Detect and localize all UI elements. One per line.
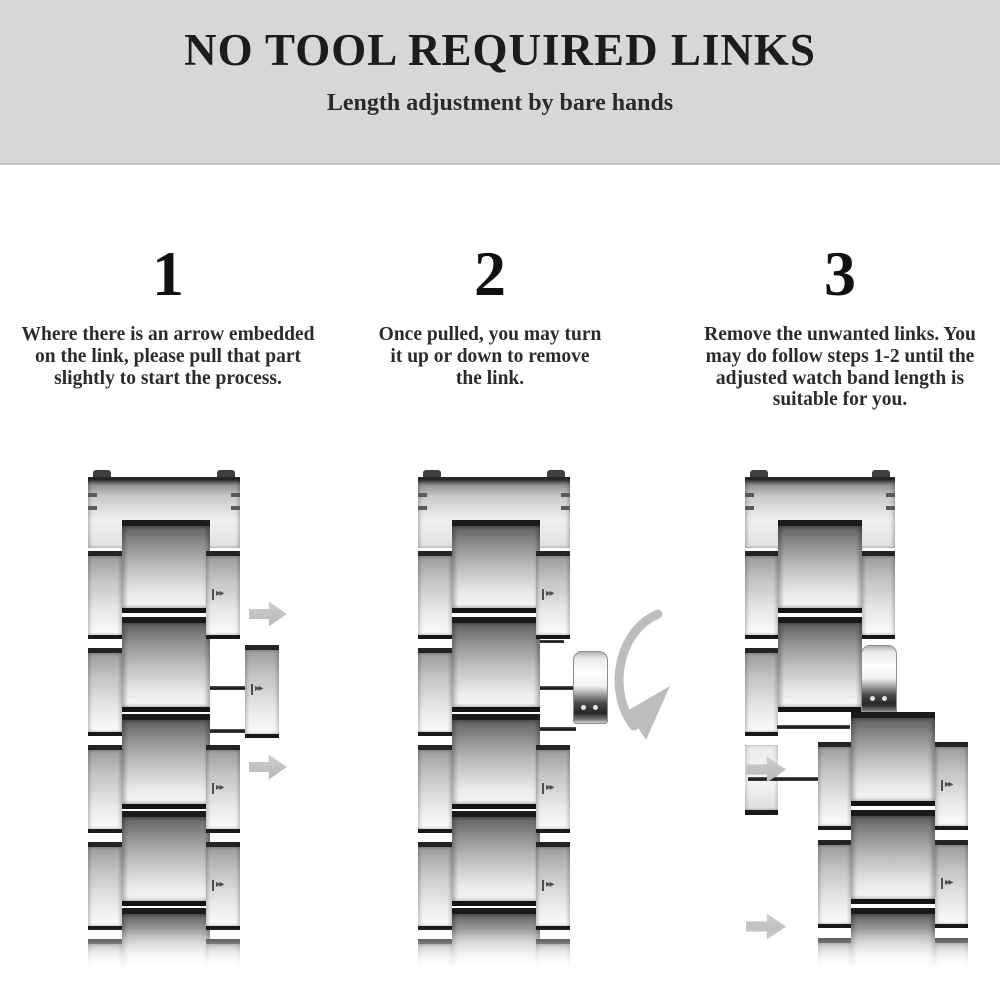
header-banner bbox=[0, 0, 1000, 165]
band3-lower-center-link bbox=[851, 712, 935, 806]
step-3-text: Remove the unwanted links. You may do follow steps 1-2 until the adjusted watch band length is suitable for you. bbox=[704, 324, 976, 411]
band3-center-link bbox=[778, 520, 862, 613]
pin-hole bbox=[593, 705, 598, 710]
step-2-text: Once pulled, you may turn it up or down to remove the link. bbox=[378, 324, 602, 389]
band3-lower-side-link-left bbox=[818, 840, 851, 928]
pull-arrow-marker-icon: ▸▸ bbox=[212, 783, 223, 794]
pin-hole bbox=[870, 696, 875, 701]
band1-center-link bbox=[122, 714, 210, 809]
pull-arrow-marker-icon: ▸▸ bbox=[212, 589, 223, 600]
band3-lower-side-link-left bbox=[818, 742, 851, 830]
band2-center-link bbox=[452, 714, 540, 809]
band1-notch bbox=[231, 506, 240, 510]
step-2-number: 2 bbox=[474, 238, 506, 309]
band3-center-link bbox=[778, 617, 862, 712]
band2-side-link-left bbox=[418, 842, 452, 930]
band2-side-link-left bbox=[418, 648, 452, 736]
push-arrow-icon bbox=[249, 601, 287, 627]
band1-center-link bbox=[122, 617, 210, 712]
band1-notch bbox=[231, 493, 240, 497]
band1-center-link bbox=[122, 811, 210, 906]
band1-notch bbox=[88, 506, 97, 510]
band1-side-link-left bbox=[88, 551, 122, 639]
pull-arrow-marker-icon: ▸▸ bbox=[542, 783, 553, 794]
step-2 bbox=[368, 238, 612, 389]
band1-side-link-left bbox=[88, 842, 122, 930]
page-title: NO TOOL REQUIRED LINKS bbox=[184, 25, 816, 75]
band3-side-link-left bbox=[745, 648, 778, 736]
band2-notch bbox=[561, 506, 570, 510]
step-3 bbox=[678, 238, 1000, 411]
band2-center-link bbox=[452, 811, 540, 906]
push-arrow-icon bbox=[249, 754, 287, 780]
band2-notch bbox=[418, 493, 427, 497]
band3-lower-center-link bbox=[851, 810, 935, 904]
pull-arrow-marker-icon: ▸▸ bbox=[212, 880, 223, 891]
band3-side-link-left bbox=[745, 551, 778, 639]
bottom-fade bbox=[0, 928, 1000, 975]
pull-arrow-marker-icon: ▸▸ bbox=[941, 780, 952, 791]
band2-side-link-left bbox=[418, 551, 452, 639]
band2-side-link-left bbox=[418, 745, 452, 833]
band3-notch bbox=[886, 506, 895, 510]
band3-notch bbox=[886, 493, 895, 497]
step-1 bbox=[10, 238, 326, 389]
band2-center-link bbox=[452, 520, 540, 613]
spring-bar-pin bbox=[210, 729, 246, 733]
band2-notch bbox=[561, 493, 570, 497]
spring-bar-pin bbox=[210, 686, 248, 690]
band2-center-link bbox=[452, 617, 540, 712]
band3-link-being-removed bbox=[861, 645, 897, 715]
spring-bar-pin bbox=[540, 727, 576, 731]
band3-notch bbox=[745, 493, 754, 497]
pull-arrow-marker-icon: ▸▸ bbox=[542, 589, 553, 600]
pull-arrow-marker-icon: ▸▸ bbox=[542, 880, 553, 891]
pull-arrow-marker-icon: ▸▸ bbox=[941, 878, 952, 889]
band2-notch bbox=[418, 506, 427, 510]
band3-side-link-right bbox=[862, 551, 895, 639]
step-1-number: 1 bbox=[152, 238, 184, 309]
page-subtitle: Length adjustment by bare hands bbox=[326, 90, 674, 116]
band1-center-link bbox=[122, 520, 210, 613]
pull-arrow-marker-icon: ▸▸ bbox=[251, 684, 262, 695]
step-3-number: 3 bbox=[824, 238, 856, 309]
pin-hole bbox=[882, 696, 887, 701]
band3-notch bbox=[745, 506, 754, 510]
rotate-arrow-icon bbox=[600, 608, 674, 748]
spring-bar-pin bbox=[540, 640, 564, 643]
band1-side-link-left bbox=[88, 648, 122, 736]
pin-hole bbox=[581, 705, 586, 710]
spring-bar-pin bbox=[777, 725, 850, 729]
band1-side-link-left bbox=[88, 745, 122, 833]
step-1-text: Where there is an arrow embedded on the link, please pull that part slightly to start the process. bbox=[21, 324, 315, 389]
band1-notch bbox=[88, 493, 97, 497]
